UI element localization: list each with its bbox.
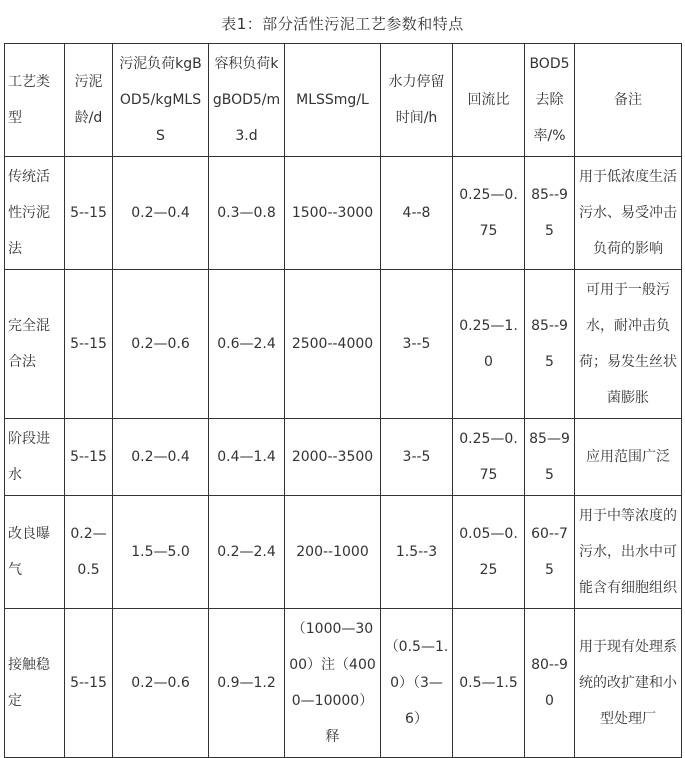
cell-mlss: 200--1000 <box>285 496 381 609</box>
cell-bod-removal: 85--95 <box>525 157 575 270</box>
cell-remarks: 应用范围广泛 <box>575 419 682 496</box>
cell-bod-removal: 60--75 <box>525 496 575 609</box>
cell-bod-removal: 85—95 <box>525 419 575 496</box>
header-row <box>5 44 682 157</box>
table-caption: 表1：部分活性污泥工艺参数和特点 <box>221 15 464 33</box>
cell-hrt: 3--5 <box>381 419 453 496</box>
cell-mlss: 2000--3500 <box>285 419 381 496</box>
cell-volume-load: 0.6—2.4 <box>209 270 285 419</box>
cell-mlss: （1000—3000）注（4000—10000）释 <box>285 609 381 758</box>
cell-sludge-load: 0.2—0.6 <box>113 270 209 419</box>
cell-volume-load: 0.2—2.4 <box>209 496 285 609</box>
cell-remarks: 用于现有处理系统的改扩建和小型处理厂 <box>575 609 682 758</box>
cell-return-ratio: 0.25—0.75 <box>453 157 525 270</box>
cell-sludge-age: 5--15 <box>65 419 113 496</box>
cell-return-ratio: 0.25—0.75 <box>453 419 525 496</box>
cell-sludge-age: 5--15 <box>65 609 113 758</box>
cell-sludge-age: 0.2—0.5 <box>65 496 113 609</box>
header-remarks: 备注 <box>575 44 682 157</box>
table-row <box>5 496 682 609</box>
table-row <box>5 419 682 496</box>
cell-volume-load: 0.9—1.2 <box>209 609 285 758</box>
cell-mlss: 1500--3000 <box>285 157 381 270</box>
cell-return-ratio: 0.25—1.0 <box>453 270 525 419</box>
cell-remarks: 可用于一般污水，耐冲击负荷；易发生丝状菌膨胀 <box>575 270 682 419</box>
table-row <box>5 157 682 270</box>
header-sludge-load: 污泥负荷kgBOD5/kgMLSS <box>113 44 209 157</box>
cell-remarks: 用于低浓度生活污水、易受冲击负荷的影响 <box>575 157 682 270</box>
cell-hrt: 4--8 <box>381 157 453 270</box>
cell-volume-load: 0.3—0.8 <box>209 157 285 270</box>
cell-process-type: 传统活性污泥法 <box>5 157 65 270</box>
cell-hrt: 3--5 <box>381 270 453 419</box>
cell-return-ratio: 0.5—1.5 <box>453 609 525 758</box>
cell-sludge-load: 1.5—5.0 <box>113 496 209 609</box>
cell-sludge-load: 0.2—0.4 <box>113 419 209 496</box>
header-hrt: 水力停留时间/h <box>381 44 453 157</box>
cell-sludge-load: 0.2—0.4 <box>113 157 209 270</box>
cell-mlss: 2500--4000 <box>285 270 381 419</box>
process-parameter-table <box>4 43 682 758</box>
cell-process-type: 改良曝气 <box>5 496 65 609</box>
cell-sludge-age: 5--15 <box>65 157 113 270</box>
cell-return-ratio: 0.05—0.25 <box>453 496 525 609</box>
header-mlss: MLSSmg/L <box>285 44 381 157</box>
table-row <box>5 609 682 758</box>
cell-process-type: 接触稳定 <box>5 609 65 758</box>
cell-bod-removal: 80--90 <box>525 609 575 758</box>
cell-remarks: 用于中等浓度的污水，出水中可能含有细胞组织 <box>575 496 682 609</box>
header-bod-removal: BOD5去除率/% <box>525 44 575 157</box>
cell-sludge-load: 0.2—0.6 <box>113 609 209 758</box>
header-volume-load: 容积负荷kgBOD5/m3.d <box>209 44 285 157</box>
cell-bod-removal: 85--95 <box>525 270 575 419</box>
cell-sludge-age: 5--15 <box>65 270 113 419</box>
header-return-ratio: 回流比 <box>453 44 525 157</box>
header-process-type: 工艺类型 <box>5 44 65 157</box>
cell-hrt: （0.5—1.0）（3—6） <box>381 609 453 758</box>
cell-process-type: 阶段进水 <box>5 419 65 496</box>
cell-hrt: 1.5--3 <box>381 496 453 609</box>
cell-volume-load: 0.4—1.4 <box>209 419 285 496</box>
cell-process-type: 完全混合法 <box>5 270 65 419</box>
header-sludge-age: 污泥龄/d <box>65 44 113 157</box>
table-row <box>5 270 682 419</box>
